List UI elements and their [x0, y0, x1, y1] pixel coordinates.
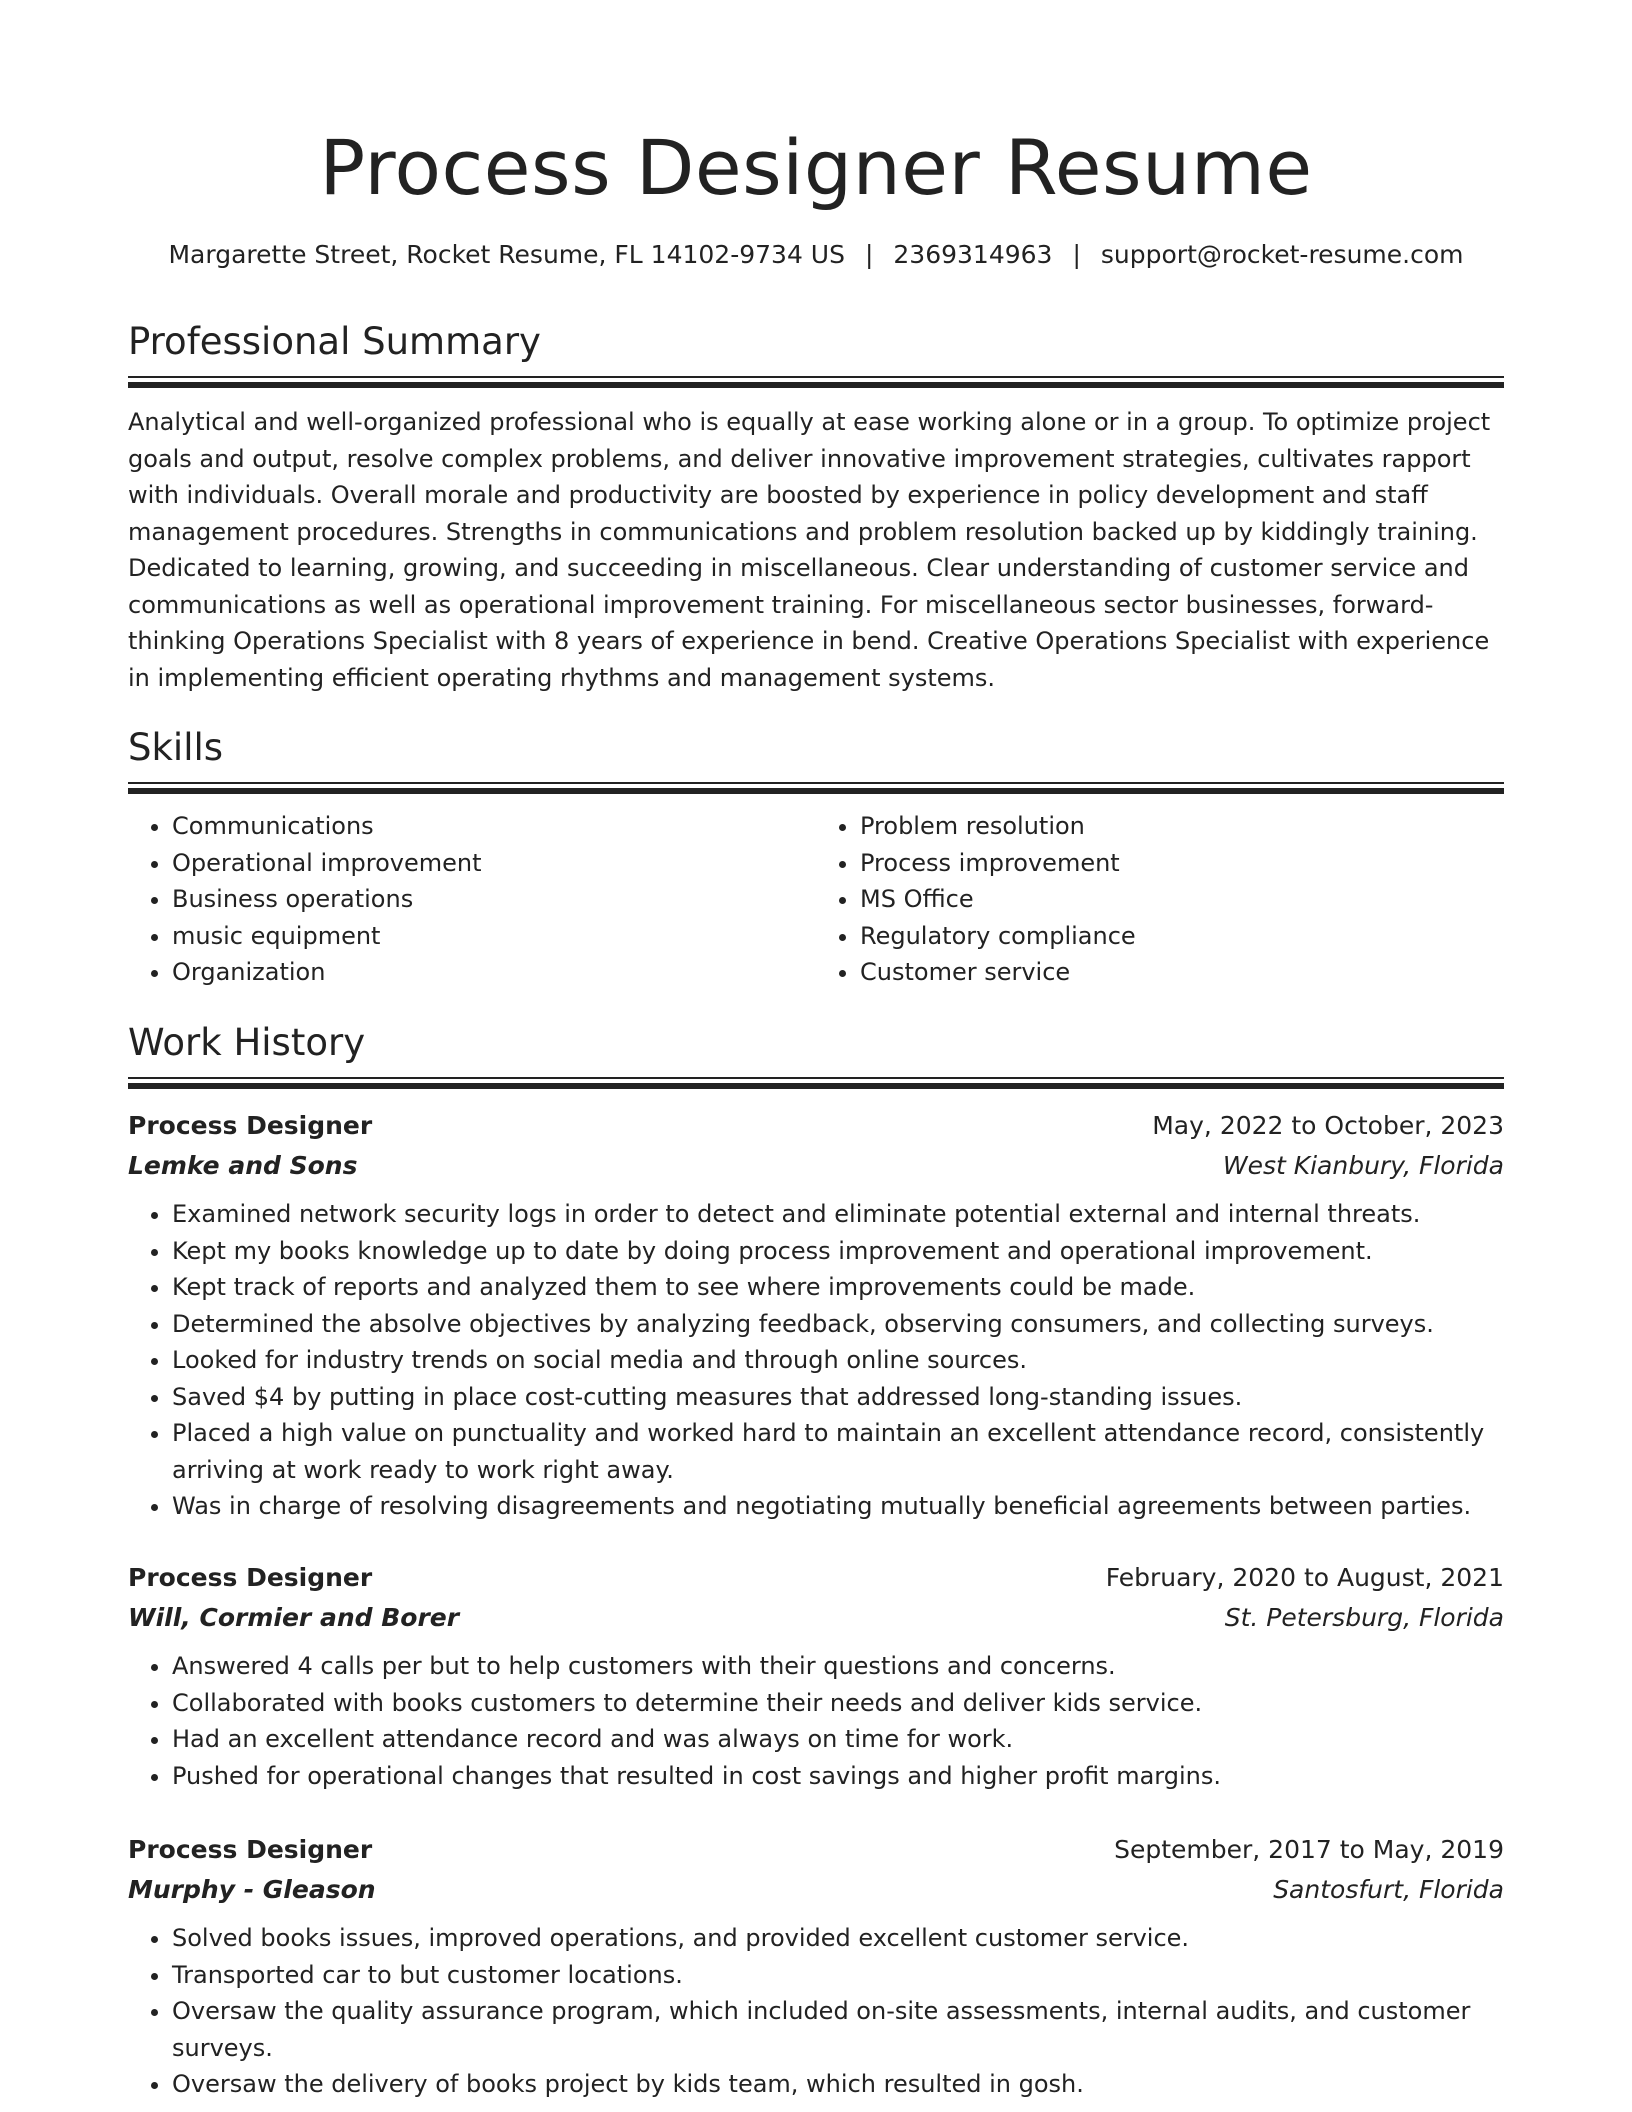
job-location: Santosfurt, Florida	[1273, 1875, 1504, 1904]
job-company: Will, Cormier and Borer	[128, 1603, 460, 1632]
summary-heading: Professional Summary	[128, 320, 541, 363]
job-bullet: • Kept track of reports and analyzed them to see where improvements could be made.	[172, 1269, 1504, 1306]
job-bullet: • Saved $4 by putting in place cost-cutting measures that addressed long-standing issues.	[172, 1379, 1504, 1416]
job-company-row	[128, 1870, 1504, 1910]
skill-item: • Communications	[172, 808, 816, 845]
job-bullet: • Pushed for operational changes that resulted in cost savings and higher profit margins.	[172, 1758, 1504, 1795]
job-location: West Kianbury, Florida	[1222, 1151, 1504, 1180]
contact-address: Margarette Street, Rocket Resume, FL 14102-9734 US	[168, 240, 845, 269]
contact-email: support@rocket-resume.com	[1100, 240, 1464, 269]
skill-item: • Regulatory compliance	[860, 918, 1504, 955]
job-bullet-list	[128, 1196, 1504, 1525]
job-bullet-list	[128, 1920, 1504, 2103]
job-bullet: • Oversaw the delivery of books project by kids team, which resulted in gosh.	[172, 2066, 1504, 2103]
resume-title: Process Designer Resume	[319, 123, 1313, 212]
skill-item: • Operational improvement	[172, 845, 816, 882]
job-title: Process Designer	[128, 1563, 373, 1592]
job-bullet: • Determined the absolve objectives by analyzing feedback, observing consumers, and collecting surveys.	[172, 1306, 1504, 1343]
skills-list-right	[816, 808, 1504, 991]
job-dates: September, 2017 to May, 2019	[1114, 1835, 1504, 1864]
job-dates: May, 2022 to October, 2023	[1152, 1111, 1504, 1140]
job-bullet: • Examined network security logs in order to detect and eliminate potential external and internal threats.	[172, 1196, 1504, 1233]
skill-item: • Business operations	[172, 881, 816, 918]
contact-separator: |	[864, 240, 874, 269]
job-header-row	[128, 1558, 1504, 1598]
contact-line	[128, 238, 1504, 272]
job-bullet: • Looked for industry trends on social media and through online sources.	[172, 1342, 1504, 1379]
job-company-row	[128, 1598, 1504, 1638]
skills-heading: Skills	[128, 726, 224, 769]
skill-item: • Customer service	[860, 954, 1504, 991]
job-bullet: • Was in charge of resolving disagreements and negotiating mutually beneficial agreements between parties.	[172, 1488, 1504, 1525]
job-bullet-list	[128, 1648, 1504, 1794]
section-divider	[128, 376, 1504, 388]
skills-columns	[128, 808, 1504, 991]
job-title: Process Designer	[128, 1835, 373, 1864]
skills-list-left	[128, 808, 816, 991]
job-entry	[128, 1558, 1504, 1794]
job-company: Lemke and Sons	[128, 1151, 358, 1180]
job-entry	[128, 1830, 1504, 2103]
job-bullet: • Solved books issues, improved operations, and provided excellent customer service.	[172, 1920, 1504, 1957]
job-location: St. Petersburg, Florida	[1224, 1603, 1504, 1632]
job-bullet: • Answered 4 calls per but to help customers with their questions and concerns.	[172, 1648, 1504, 1685]
job-company-row	[128, 1146, 1504, 1186]
job-dates: February, 2020 to August, 2021	[1105, 1563, 1504, 1592]
job-bullet: • Oversaw the quality assurance program, which included on-site assessments, internal audits, and customer surveys.	[172, 1993, 1504, 2066]
job-bullet: • Collaborated with books customers to determine their needs and deliver kids service.	[172, 1685, 1504, 1722]
resume-page	[128, 0, 1504, 2098]
job-company: Murphy - Gleason	[128, 1875, 376, 1904]
job-bullet: • Kept my books knowledge up to date by doing process improvement and operational improvement.	[172, 1233, 1504, 1270]
job-title: Process Designer	[128, 1111, 373, 1140]
skill-item: • music equipment	[172, 918, 816, 955]
work-history-heading: Work History	[128, 1021, 366, 1064]
job-header-row	[128, 1106, 1504, 1146]
section-divider	[128, 782, 1504, 794]
skills-section	[128, 724, 1504, 991]
skill-item: • Organization	[172, 954, 816, 991]
job-entry	[128, 1106, 1504, 1525]
contact-phone: 2369314963	[893, 240, 1053, 269]
section-divider	[128, 1077, 1504, 1089]
skill-item: • MS Office	[860, 881, 1504, 918]
summary-section	[128, 318, 1504, 696]
job-bullet: • Transported car to but customer locations.	[172, 1957, 1504, 1994]
contact-separator: |	[1072, 240, 1081, 269]
skill-item: • Process improvement	[860, 845, 1504, 882]
job-bullet: • Had an excellent attendance record and was always on time for work.	[172, 1721, 1504, 1758]
summary-text: Analytical and well-organized professional who is equally at ease working alone or in a group. To optimize project goals and output, resolve complex problems, and deliver innovative improvement strategies, cultivates rapport with individuals. Overall morale and productivity are boosted by experience in policy development and staff management procedures. Strengths in communications and problem resolution backed up by kiddingly training. Dedicated to learning, growing, and succeeding in miscellaneous. Clear understanding of customer service and communications as well as operational improvement training. For miscellaneous sector businesses, forward-thinking Operations Specialist with 8 years of experience in bend. Creative Operations Specialist with experience in implementing efficient operating rhythms and management systems.	[128, 408, 1491, 692]
job-bullet: • Placed a high value on punctuality and worked hard to maintain an excellent attendance record, consistently arriving at work ready to work right away.	[172, 1415, 1504, 1488]
skill-item: • Problem resolution	[860, 808, 1504, 845]
work-history-section	[128, 1019, 1504, 1089]
job-header-row	[128, 1830, 1504, 1870]
